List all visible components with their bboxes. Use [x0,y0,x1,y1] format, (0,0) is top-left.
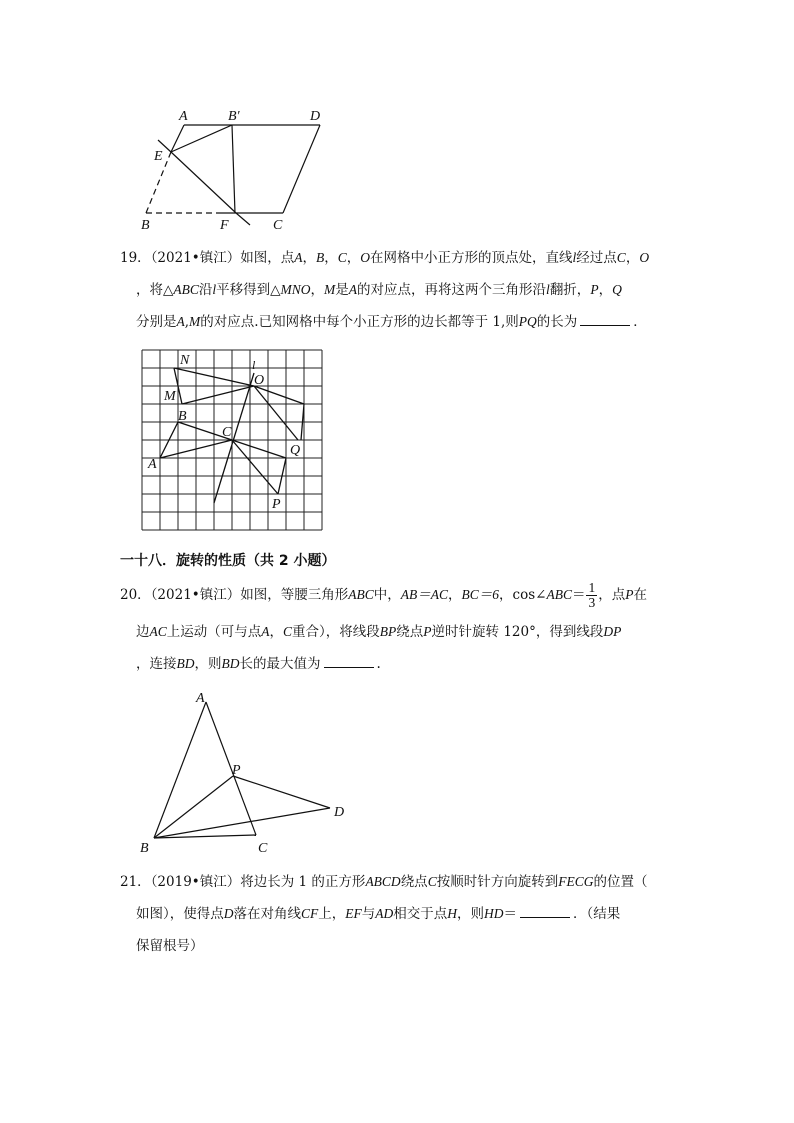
grid-label-O: O [254,373,265,388]
grid-label-P: P [272,497,281,512]
label-C: C [273,218,283,233]
grid-label-N: N [180,353,190,368]
fraction-one-third: $\frac{1}{3}$ [588,580,596,610]
q20-line-3: ，连接BD，则BD长的最大值为 . [136,656,381,672]
tri-label-P: P [232,763,241,778]
grid-label-A: A [148,457,157,472]
triangle-figure [138,688,358,858]
q19-line-3: 分别是A,M的对应点.已知网格中每个小正方形的边长都等于 1,则PQ的长为 ． [136,314,647,330]
q21-line-3: 保留根号） [136,938,204,954]
tri-label-B: B [140,841,149,856]
grid-label-B: B [178,409,187,424]
q19-answer-blank[interactable] [580,312,630,326]
q19-line-2: ，将△ABC沿l平移得到△MNO，M是A的对应点，再将这两个三角形沿l翻折，P，Q [136,282,622,298]
q21-answer-blank[interactable] [520,904,570,918]
label-B-prime: B′ [228,109,240,124]
label-A: A [179,109,188,124]
q20-answer-blank[interactable] [324,654,374,668]
grid-label-l: l [252,358,256,372]
q21-line-1: 21．（2019•镇江）将边长为 1 的正方形ABCD绕点C按顺时针方向旋转到FECG的位置（ [120,874,648,890]
section-heading: 一十八．旋转的性质（共 2 小题） [120,553,336,569]
label-E: E [154,149,163,164]
q21-line-2: 如图），使得点D落在对角线CF上，EF与AD相交于点H，则HD＝ ．（结果 [136,906,621,922]
label-F: F [220,218,229,233]
tri-label-D: D [334,805,345,820]
parallelogram-figure [140,105,340,235]
label-B: B [141,218,150,233]
grid-label-C: C [222,425,232,440]
grid-label-Q: Q [290,443,301,458]
q20-line-2: 边AC上运动（可与点A，C重合），将线段BP绕点P逆时针旋转 120°，得到线段DP [136,624,622,640]
grid-figure [130,340,330,535]
tri-label-A: A [196,691,205,706]
q19-line-1: 19．（2021•镇江）如图，点A，B，C，O在网格中小正方形的顶点处，直线l经过点C，O [120,250,650,266]
q20-line-1: 20．（2021•镇江）如图，等腰三角形ABC中，AB＝AC，BC＝6，cos∠ABC＝ $\frac{1}{3}$ ，点P在 [120,580,647,610]
tri-label-C: C [258,841,268,856]
label-D: D [310,109,321,124]
grid-label-M: M [164,389,176,404]
